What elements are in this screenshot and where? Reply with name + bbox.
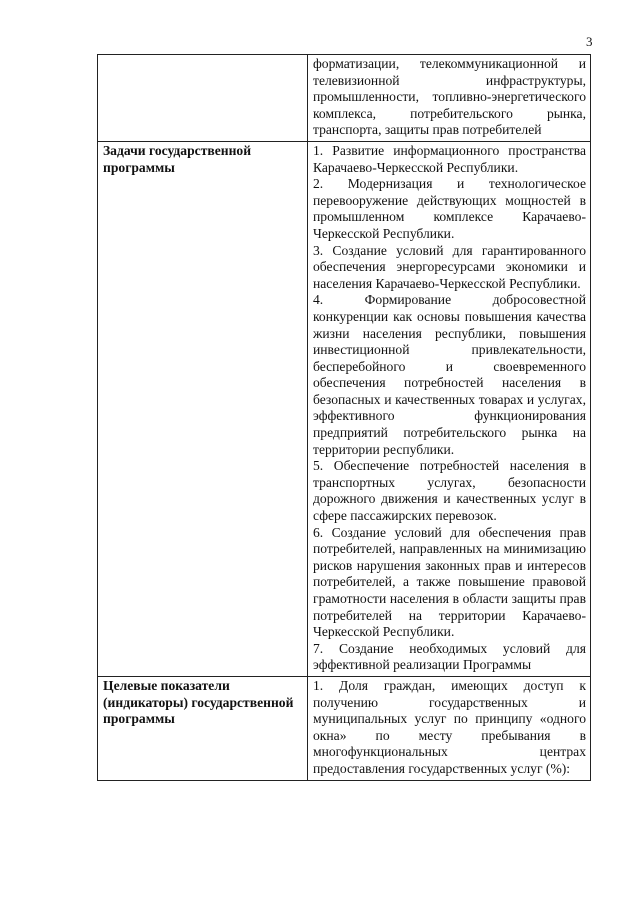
- row-content: [308, 55, 591, 142]
- table-row-continuation: [98, 55, 591, 142]
- task-item-7: 7. Создание необходимых условий для эффективной реализации Программы: [313, 640, 586, 673]
- task-item-1: 1. Развитие информационного пространства Карачаево-Черкесской Республики.: [313, 142, 586, 175]
- page-number: 3: [586, 34, 593, 49]
- task-item-2: 2. Модернизация и технологическое перевооружение действующих мощностей в промышленном комплексе Карачаево-Черкесской Республики.: [313, 176, 586, 241]
- task-item-3: 3. Создание условий для гарантированного обеспечения энергоресурсами экономики и населения Карачаево-Черкесской Республики.: [313, 242, 586, 291]
- program-passport-table: [97, 54, 591, 781]
- row-label: Целевые показатели (индикаторы) государственной программы: [98, 676, 308, 780]
- table-row-tasks: [98, 141, 591, 676]
- table-row-indicators: [98, 676, 591, 780]
- row-label: Задачи государственной программы: [98, 141, 308, 676]
- content-paragraph: форматизации, телекоммуникационной и телевизионной инфраструктуры, промышленности, топливно-энергетического комплекса, потребительского рынка, транспорта, защиты прав потребителей: [313, 56, 586, 138]
- row-content: [308, 141, 591, 676]
- indicator-item-1: 1. Доля граждан, имеющих доступ к получению государственных и муниципальных услуг по принципу «одного окна» по месту пребывания в многофункциональных центрах предоставления государственных услуг (%):: [313, 677, 586, 776]
- task-item-5: 5. Обеспечение потребностей населения в транспортных услугах, безопасности дорожного движения и качественных услуг в сфере пассажирских перевозок.: [313, 458, 586, 524]
- task-item-4: 4. Формирование добросовестной конкуренции как основы повышения качества жизни населения республики, повышения инвестиционной привлекательности, бесперебойного и своевременного обеспечения потребностей населения в безопасных и качественных товарах и услугах, эффективного функционирования предприятий потребительского рынка на территории республики.: [313, 292, 586, 457]
- row-content: [308, 676, 591, 780]
- row-label: [98, 55, 308, 142]
- task-item-6: 6. Создание условий для обеспечения прав потребителей, направленных на минимизацию рисков нарушения законных прав и интересов потребителей, а также повышение правовой грамотности населения в области защиты прав потребителей на территории Карачаево-Черкесской Республики.: [313, 524, 586, 640]
